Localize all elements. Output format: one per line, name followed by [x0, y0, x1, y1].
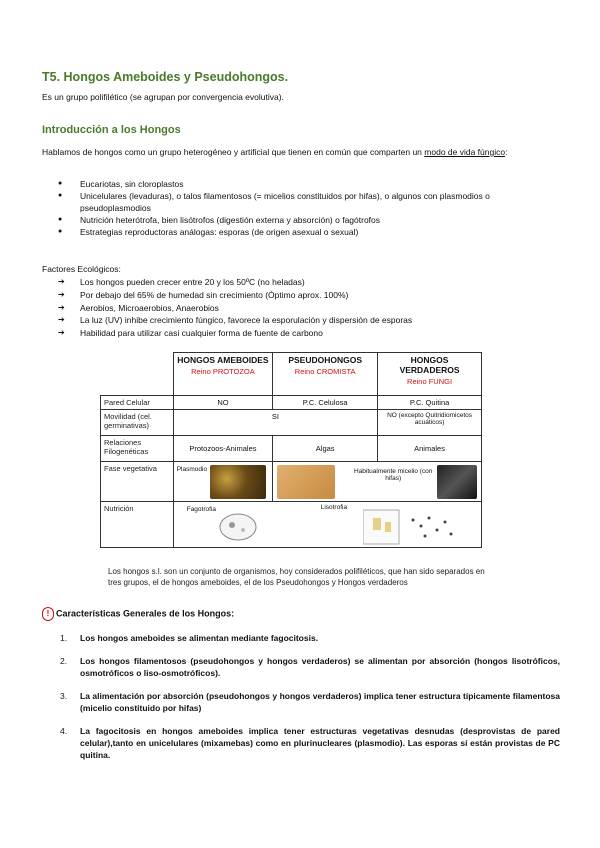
row-label-pared: Pared Celular: [101, 396, 174, 410]
table-row: [101, 436, 482, 462]
cell-relaciones-verdaderos: Animales: [378, 436, 482, 462]
list-item: ➔ La luz (UV) inhibe crecimiento fúngico, favorece la esporulación y dispersión de esporas: [42, 314, 562, 327]
item-text: La fagocitosis en hongos ameboides implica tener estructuras vegetativas desnudas (desprovistas de pared celular),tanto en unicelulares (mixamebas) como en plurinucleares (plasmodio). Las esporas sí están provistas de PC quitina.: [80, 726, 560, 760]
plasmodium-photo: [210, 465, 266, 499]
factors-title: Factores Ecológicos:: [42, 264, 121, 274]
cell-movilidad-verdaderos: NO (excepto Quitridiomicetos acuáticos): [378, 410, 482, 436]
page-subtitle: Es un grupo polifilético (se agrupan por convergencia evolutiva).: [42, 92, 284, 102]
list-item: [42, 655, 560, 679]
table-row: [101, 462, 482, 502]
row-label-fase: Fase vegetativa: [101, 462, 174, 502]
factors-list: [42, 276, 562, 340]
cell-fase-micelio: [273, 462, 482, 502]
list-item: ● Nutrición heterótrofa, bien lisótrofos (digestión externa y absorción) o fagótrofos: [42, 214, 562, 226]
cell-pared-verdaderos: P.C. Quitina: [378, 396, 482, 410]
list-item: ➔ Habilidad para utilizar casi cualquier forma de fuente de carbono: [42, 327, 562, 340]
header-reino: Reino FUNGI: [407, 377, 453, 386]
header-pseudohongos: [273, 353, 378, 396]
list-item: [42, 632, 560, 644]
cell-fase-ameboides: [173, 462, 272, 502]
table-caption: Los hongos s.l. son un conjunto de organismos, hoy considerados polifiléticos, que han sido separados en tres grupos, el de hongos ameboides, el de los Pseudohongos y Hongos verdaderos: [108, 567, 485, 587]
intro-paragraph-underlined: modo de vida fúngico: [424, 147, 506, 157]
cell-relaciones-pseudohongos: Algas: [273, 436, 378, 462]
header-name: HONGOS AMEBOIDES: [177, 355, 269, 365]
cell-fase-text: Plasmodio: [176, 466, 208, 473]
item-number: 3.: [60, 691, 68, 701]
item-number: 4.: [60, 726, 68, 736]
item-number: 1.: [60, 633, 68, 643]
item-text: Los hongos filamentosos (pseudohongos y hongos verdaderos) se alimentan por absorción (hongos lisotróficos, osmotróficos o liso-osmotróficos).: [80, 656, 560, 678]
lysotrophy-diagram: [363, 506, 459, 546]
table-row: [101, 396, 482, 410]
cell-relaciones-ameboides: Protozoos-Animales: [173, 436, 272, 462]
warning-icon: !: [42, 607, 54, 621]
cell-pared-ameboides: NO: [173, 396, 272, 410]
intro-paragraph-start: Hablamos de hongos como un grupo heterogéneo y artificial que tienen en común que comparten un: [42, 147, 425, 157]
cell-nutricion-text: Lisotrofia: [320, 504, 348, 511]
cell-pared-pseudohongos: P.C. Celulosa: [273, 396, 378, 410]
item-number: 2.: [60, 656, 68, 666]
cell-movilidad-si: SI: [173, 410, 377, 436]
cell-nutricion-text: Fagotrofia: [186, 506, 216, 513]
row-label-movilidad: Movilidad (cel. germinativas): [101, 410, 174, 436]
intro-paragraph-end: :: [505, 147, 508, 157]
list-item: ● Eucariotas, sin cloroplastos: [42, 178, 562, 190]
item-text: Los hongos ameboides se alimentan mediante fagocitosis.: [80, 633, 319, 643]
intro-paragraph: [42, 146, 562, 158]
header-hongos-verdaderos: [378, 353, 482, 396]
list-item: ➔ Por debajo del 65% de humedad sin crecimiento (Óptimo aprox. 100%): [42, 289, 562, 302]
table-header-row: [101, 353, 482, 396]
header-hongos-ameboides: [173, 353, 272, 396]
list-item: ● Estrategias reproductoras análogas: esporas (de origen asexual o sexual): [42, 226, 562, 238]
table-row: [101, 410, 482, 436]
cell-fase-text: Habitualmente micelio (con hifas): [354, 468, 433, 482]
general-heading: [42, 607, 234, 621]
mycelium-photo-2: [437, 465, 477, 499]
row-label-nutricion: Nutrición: [101, 502, 174, 548]
general-heading-text: Características Generales de los Hongos:: [56, 608, 235, 619]
intro-bullet-list: [42, 178, 562, 238]
cell-nutricion-lisotrofia: [273, 502, 482, 548]
phagotrophy-diagram: [216, 510, 260, 544]
list-item: ● Unicelulares (levaduras), o talos filamentosos (= micelios constituidos por hifas), o algunos con plasmodios o pseudoplasmodios: [42, 190, 562, 214]
header-reino: Reino PROTOZOA: [191, 367, 255, 376]
general-list: [42, 632, 560, 772]
list-item: [42, 690, 560, 714]
header-reino: Reino CROMISTA: [294, 367, 356, 376]
comparison-table: [100, 352, 482, 548]
page-title: T5. Hongos Ameboides y Pseudohongos.: [42, 70, 289, 84]
table-row: [101, 502, 482, 548]
intro-heading: Introducción a los Hongos: [42, 124, 181, 136]
mycelium-photo-1: [277, 465, 335, 499]
row-label-relaciones: Relaciones Filogenéticas: [101, 436, 174, 462]
table-corner: [101, 353, 174, 396]
cell-nutricion-ameboides: [173, 502, 272, 548]
list-item: ➔ Los hongos pueden crecer entre 20 y los 50ºC (no heladas): [42, 276, 562, 289]
header-name: PSEUDOHONGOS: [288, 355, 362, 365]
list-item: [42, 725, 560, 761]
header-name: HONGOS VERDADEROS: [399, 355, 460, 375]
item-text: La alimentación por absorción (pseudohongos y hongos verdaderos) implica tener estructura típicamente filamentosa (micelio constituido por hifas): [80, 691, 560, 713]
list-item: ➔ Aerobios, Microaerobios, Anaerobios: [42, 302, 562, 315]
